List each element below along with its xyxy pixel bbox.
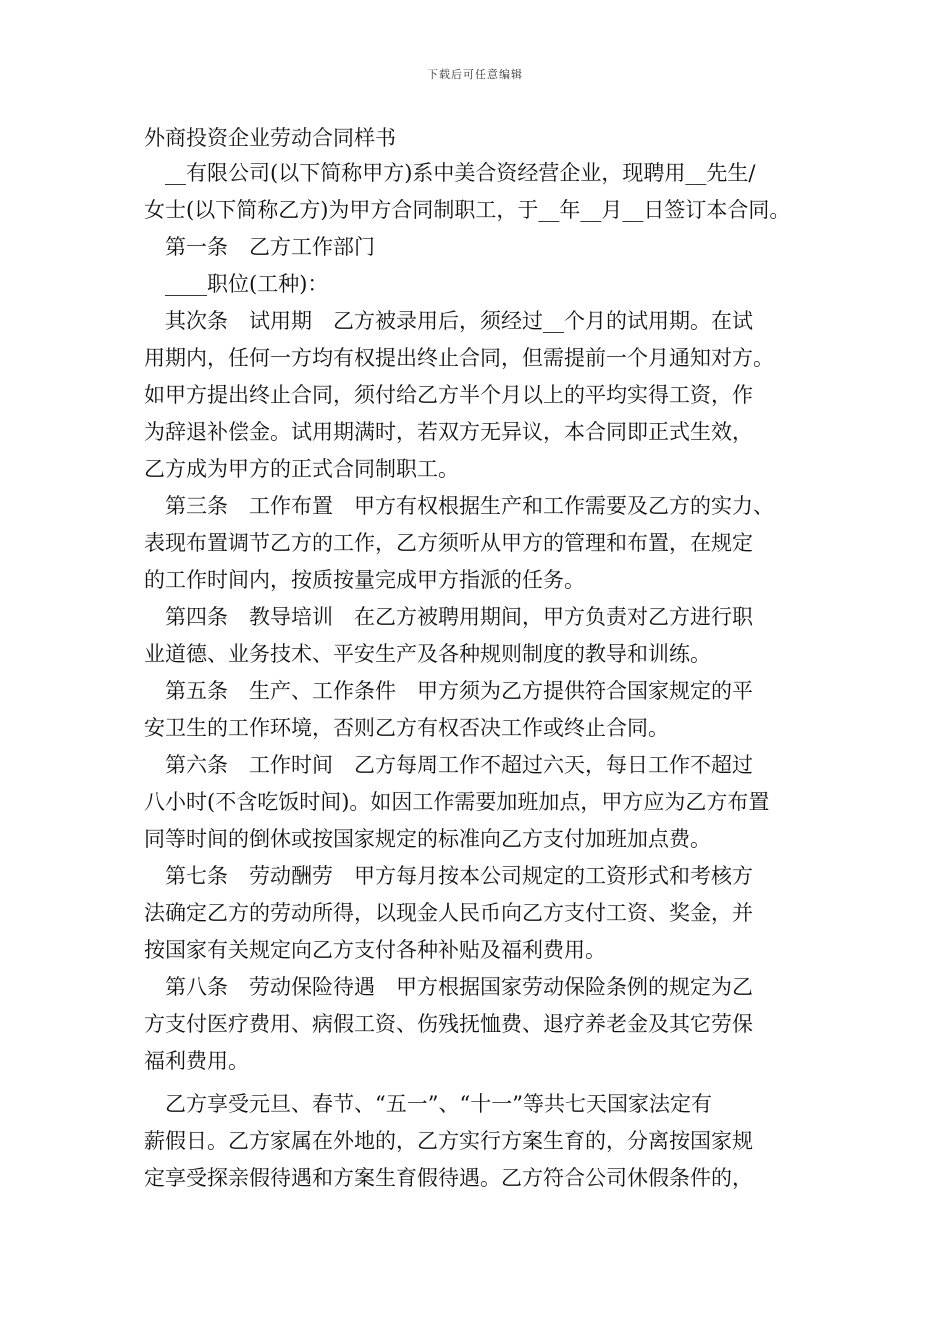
body-line: 第五条 生产、工作条件 甲方须为乙方提供符合国家规定的平 [165,679,753,703]
body-line: ____职位(工种)： [165,272,329,296]
body-line: 乙方成为甲方的正式合同制职工。 [144,457,459,481]
body-line: 定享受探亲假待遇和方案生育假待遇。乙方符合公司休假条件的， [144,1166,753,1190]
body-line: 女士(以下简称乙方)为甲方合同制职工，于__年__月__日签订本合同。 [144,198,791,222]
body-line: 第三条 工作布置 甲方有权根据生产和工作需要及乙方的实力、 [165,494,774,518]
body-line: 的工作时间内，按质按量完成甲方指派的任务。 [144,568,585,592]
body-line: 安卫生的工作环境，否则乙方有权否决工作或终止合同。 [144,716,669,740]
header-note: 下载后可任意编辑 [427,68,523,81]
body-line: 如甲方提出终止合同，须付给乙方半个月以上的平均实得工资，作 [144,383,753,407]
body-line: 用期内，任何一方均有权提出终止合同，但需提前一个月通知对方。 [144,346,774,370]
body-line: 薪假日。乙方家属在外地的，乙方实行方案生育的，分离按国家规 [144,1129,753,1153]
body-line: 第八条 劳动保险待遇 甲方根据国家劳动保险条例的规定为乙 [165,975,753,999]
body-line: 方支付医疗费用、病假工资、伤残抚恤费、退疗养老金及其它劳保 [144,1012,753,1036]
body-line: 八小时(不含吃饭时间)。如因工作需要加班加点，甲方应为乙方布置 [144,790,770,814]
body-line: 表现布置调节乙方的工作，乙方须听从甲方的管理和布置，在规定 [144,531,753,555]
body-line: 业道德、业务技术、平安生产及各种规则制度的教导和训练。 [144,642,711,666]
body-line: 其次条 试用期 乙方被录用后，须经过__个月的试用期。在试 [165,309,753,333]
document-title: 外商投资企业劳动合同样书 [144,126,396,150]
body-line: __有限公司(以下简称甲方)系中美合资经营企业，现聘用__先生/ [165,161,756,185]
body-line: 按国家有关规定向乙方支付各种补贴及福利费用。 [144,938,606,962]
body-line: 第一条 乙方工作部门 [165,235,375,259]
body-line: 第四条 教导培训 在乙方被聘用期间，甲方负责对乙方进行职 [165,605,753,629]
body-line: 乙方享受元旦、春节、“五一”、“十一”等共七天国家法定有 [165,1092,712,1116]
body-line: 第七条 劳动酬劳 甲方每月按本公司规定的工资形式和考核方 [165,864,753,888]
document-body [144,155,816,1197]
body-line: 第六条 工作时间 乙方每周工作不超过六天，每日工作不超过 [165,753,753,777]
body-line: 同等时间的倒休或按国家规定的标准向乙方支付加班加点费。 [144,827,711,851]
body-line: 福利费用。 [144,1049,249,1073]
body-line: 为辞退补偿金。试用期满时，若双方无异议，本合同即正式生效， [144,420,753,444]
body-line: 法确定乙方的劳动所得，以现金人民币向乙方支付工资、奖金，并 [144,901,753,925]
